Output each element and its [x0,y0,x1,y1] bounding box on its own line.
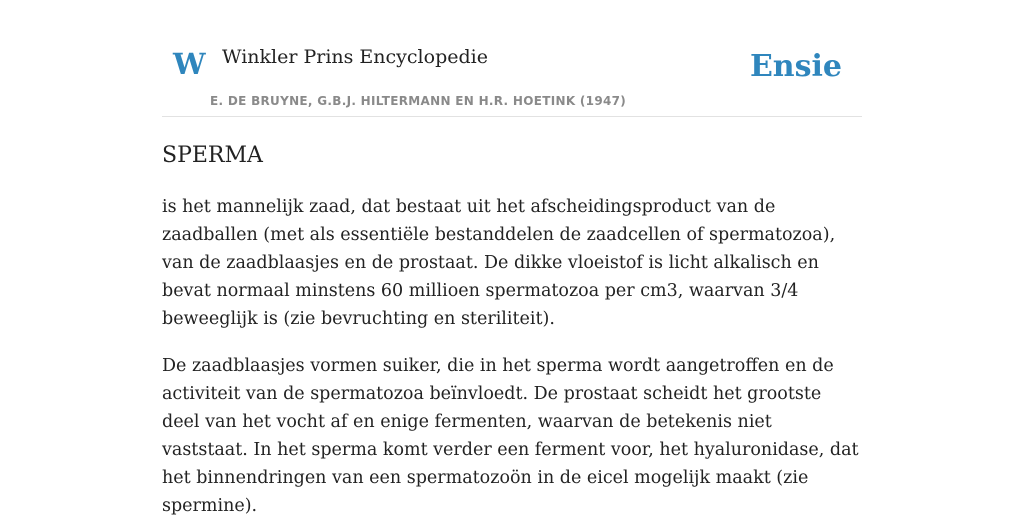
article-paragraph-1: is het mannelijk zaad, dat bestaat uit het afscheidingsproduct van de zaadballen (met als essentiële bestanddelen de zaadcellen of spermatozoa), van de zaadblaasjes en de prostaat. De dikke vloeistof is licht alkalisch en bevat normaal minstens 60 millioen spermatozoa per cm3, waarvan 3/4 beweeglijk is (zie bevruchting en steriliteit). [162,197,836,330]
header [162,0,862,117]
page [162,0,862,520]
article-title: SPERMA [162,143,263,168]
brand-logo[interactable]: Ensie [749,49,842,84]
publication-logo-icon[interactable]: W [173,47,206,81]
publication-title[interactable]: Winkler Prins Encyclopedie [222,46,488,68]
article-paragraph-2: De zaadblaasjes vormen suiker, die in het sperma wordt aangetroffen en de activiteit van de spermatozoa beïnvloedt. De prostaat scheidt het grootste deel van het vocht af en enige fermenten, waarvan de betekenis niet vaststaat. In het sperma komt verder een ferment voor, het hyaluronidase, dat het binnendringen van een spermatozoön in de eicel mogelijk maakt (zie spermine). [162,356,859,517]
publication-authors: E. DE BRUYNE, G.B.J. HILTERMANN EN H.R. HOETINK (1947) [210,94,627,108]
